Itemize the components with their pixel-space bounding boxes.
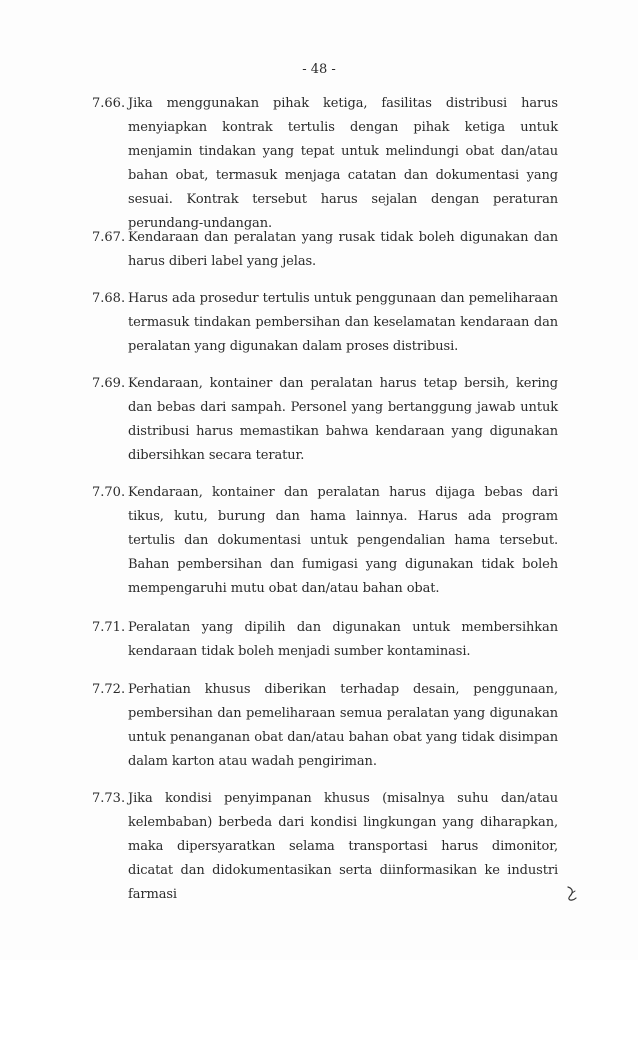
item-number: 7.69. bbox=[92, 376, 126, 391]
item-number: 7.67. bbox=[92, 230, 126, 245]
item-text: Perhatian khusus diberikan terhadap desain, penggunaan, pembersihan dan pemeliharaan semua peralatan yang digunakan untuk penanganan obat dan/atau bahan obat yang tidak disimpan dalam karton atau wadah pengiriman. bbox=[128, 682, 558, 769]
list-item-7-73 bbox=[92, 787, 558, 907]
item-text: Harus ada prosedur tertulis untuk penggunaan dan pemeliharaan termasuk tindakan pembersihan dan keselamatan kendaraan dan peralatan yang digunakan dalam proses distribusi. bbox=[128, 291, 558, 354]
list-item-7-66 bbox=[92, 92, 558, 236]
list-item-7-67 bbox=[92, 226, 558, 274]
item-text: Jika kondisi penyimpanan khusus (misalnya suhu dan/atau kelembaban) berbeda dari kondisi lingkungan yang diharapkan, maka dipersyaratkan selama transportasi harus dimonitor, dicatat dan didokumentasikan serta diinformasikan ke industri farmasi bbox=[128, 791, 558, 902]
list-item-7-69 bbox=[92, 372, 558, 468]
list-item-7-72 bbox=[92, 678, 558, 774]
item-number: 7.68. bbox=[92, 291, 126, 306]
item-text: Kendaraan dan peralatan yang rusak tidak boleh digunakan dan harus diberi label yang jelas. bbox=[128, 230, 558, 269]
item-number: 7.72. bbox=[92, 682, 126, 697]
blank-area bbox=[0, 960, 638, 1051]
item-number: 7.71. bbox=[92, 620, 126, 635]
list-item-7-68 bbox=[92, 287, 558, 359]
item-number: 7.73. bbox=[92, 791, 126, 806]
item-text: Kendaraan, kontainer dan peralatan harus tetap bersih, kering dan bebas dari sampah. Personel yang bertanggung jawab untuk distribusi harus memastikan bahwa kendaraan yang digunakan dibersihkan secara teratur. bbox=[128, 376, 558, 463]
item-text: Peralatan yang dipilih dan digunakan untuk membersihkan kendaraan tidak boleh menjadi sumber kontaminasi. bbox=[128, 620, 558, 659]
page-number: - 48 - bbox=[302, 62, 336, 77]
item-text: Kendaraan, kontainer dan peralatan harus dijaga bebas dari tikus, kutu, burung dan hama lainnya. Harus ada program tertulis dan dokumentasi untuk pengendalian hama tersebut. Bahan pembersihan dan fumigasi yang digunakan tidak boleh mempengaruhi mutu obat dan/atau bahan obat. bbox=[128, 485, 558, 596]
item-number: 7.70. bbox=[92, 485, 126, 500]
item-text: Jika menggunakan pihak ketiga, fasilitas distribusi harus menyiapkan kontrak tertulis dengan pihak ketiga untuk menjamin tindakan yang tepat untuk melindungi obat dan/atau bahan obat, termasuk menjaga catatan dan dokumentasi yang sesuai. Kontrak tersebut harus sejalan dengan peraturan perundang-undangan. bbox=[128, 96, 558, 231]
item-number: 7.66. bbox=[92, 96, 126, 111]
list-item-7-70 bbox=[92, 481, 558, 601]
list-item-7-71 bbox=[92, 616, 558, 664]
paraf-initial-mark bbox=[565, 884, 579, 902]
